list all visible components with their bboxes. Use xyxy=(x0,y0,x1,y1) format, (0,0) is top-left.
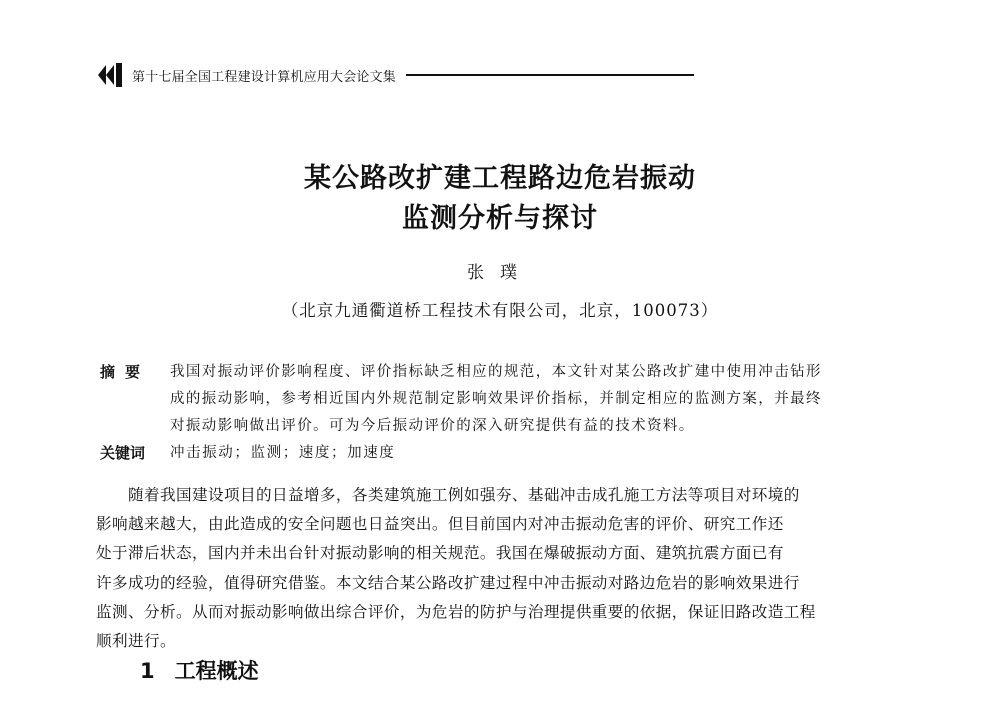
body-line: 影响越来越大，由此造成的安全问题也日益突出。但目前国内对冲击振动危害的评价、研究工作还 xyxy=(96,515,784,534)
body-line: 顺利进行。 xyxy=(96,632,176,651)
header-rule xyxy=(406,74,694,76)
abstract-line: 我国对振动评价影响程度、评价指标缺乏相应的规范，本文针对某公路改扩建中使用冲击钻形 xyxy=(170,364,822,380)
body-line: 许多成功的经验，值得研究借鉴。本文结合某公路改扩建过程中冲击振动对路边危岩的影响效果进行 xyxy=(96,573,800,592)
abstract-line: 成的振动影响，参考相近国内外规范制定影响效果评价指标，并制定相应的监测方案，并最终 xyxy=(170,391,822,407)
body-line: 处于滞后状态，国内并未出台针对振动影响的相关规范。我国在爆破振动方面、建筑抗震方面已有 xyxy=(96,544,784,563)
running-header xyxy=(96,62,696,88)
author-affiliation: （北京九通衢道桥工程技术有限公司，北京，100073） xyxy=(281,301,719,320)
paper-title-line-1: 某公路改扩建工程路边危岩振动 xyxy=(304,163,696,194)
abstract-label: 摘要 xyxy=(100,363,151,381)
keywords-text: 冲击振动；监测；速度；加速度 xyxy=(170,445,396,461)
introduction-paragraph xyxy=(96,481,896,656)
proceedings-title: 第十七届全国工程建设计算机应用大会论文集 xyxy=(132,69,397,85)
body-line: 随着我国建设项目的日益增多，各类建筑施工例如强夯、基础冲击成孔施工方法等项目对环境的 xyxy=(128,486,800,504)
abstract-line: 对振动影响做出评价。可为今后振动评价的深入研究提供有益的技术资料。 xyxy=(170,418,695,434)
abstract-text xyxy=(170,359,890,440)
body-line: 监测、分析。从而对振动影响做出综合评价，为危岩的防护与治理提供重要的依据，保证旧路改造工程 xyxy=(96,602,816,621)
section-number: 1 xyxy=(140,659,155,683)
paper-title-line-2: 监测分析与探讨 xyxy=(402,203,598,234)
abstract-block xyxy=(100,359,890,440)
section-title: 工程概述 xyxy=(174,659,259,683)
keywords-label: 关键词 xyxy=(100,444,146,462)
double-arrow-marker-icon xyxy=(96,62,126,88)
keywords-block xyxy=(100,440,890,466)
author-name: 张璞 xyxy=(467,263,533,283)
section-heading xyxy=(140,656,259,686)
